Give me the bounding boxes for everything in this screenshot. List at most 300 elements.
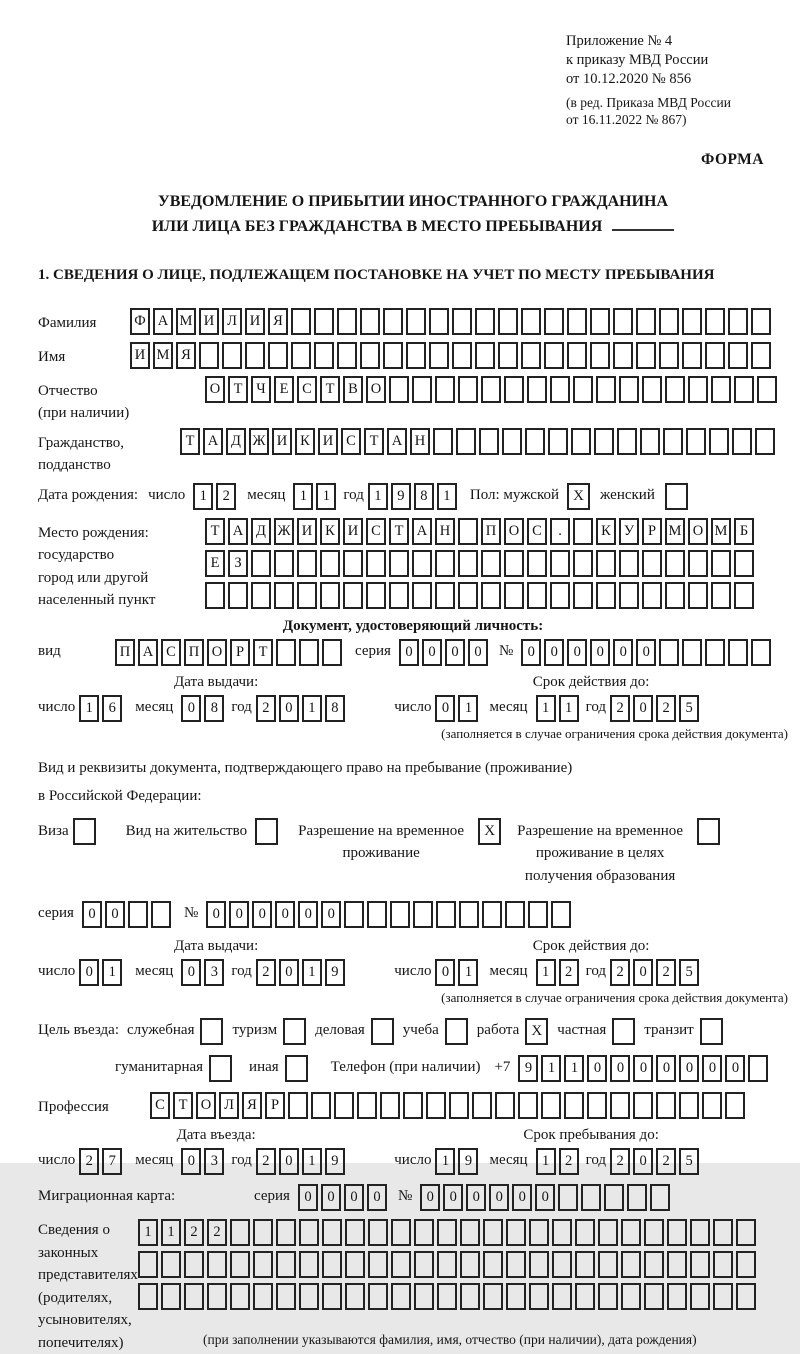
char-cell[interactable] xyxy=(297,550,317,577)
char-cell[interactable] xyxy=(426,1092,446,1119)
purpose-official-checkbox[interactable] xyxy=(200,1018,223,1045)
char-cell[interactable] xyxy=(383,342,403,369)
char-cell[interactable] xyxy=(644,1251,664,1278)
char-cell[interactable] xyxy=(725,1092,745,1119)
char-cell[interactable]: 0 xyxy=(181,695,201,722)
char-cell[interactable] xyxy=(711,550,731,577)
char-cell[interactable] xyxy=(598,1251,618,1278)
char-cell[interactable] xyxy=(458,518,478,545)
char-cell[interactable] xyxy=(435,376,455,403)
char-cell[interactable] xyxy=(504,550,524,577)
char-cell[interactable]: 2 xyxy=(207,1219,227,1246)
char-cell[interactable] xyxy=(667,1283,687,1310)
char-cell[interactable] xyxy=(650,1184,670,1211)
char-cell[interactable] xyxy=(184,1251,204,1278)
char-cell[interactable] xyxy=(460,1219,480,1246)
char-cell[interactable] xyxy=(274,550,294,577)
char-cell[interactable] xyxy=(299,639,319,666)
char-cell[interactable] xyxy=(521,308,541,335)
char-cell[interactable] xyxy=(458,550,478,577)
purpose-private-checkbox[interactable] xyxy=(612,1018,635,1045)
char-cell[interactable]: 2 xyxy=(256,1148,276,1175)
char-cell[interactable]: 9 xyxy=(325,959,345,986)
char-cell[interactable]: 0 xyxy=(613,639,633,666)
char-cell[interactable] xyxy=(567,342,587,369)
char-cell[interactable] xyxy=(644,1283,664,1310)
char-cell[interactable] xyxy=(253,1283,273,1310)
char-cell[interactable] xyxy=(736,1283,756,1310)
char-cell[interactable]: 9 xyxy=(325,1148,345,1175)
char-cell[interactable] xyxy=(337,342,357,369)
char-cell[interactable] xyxy=(713,1219,733,1246)
char-cell[interactable] xyxy=(596,550,616,577)
char-cell[interactable]: 0 xyxy=(321,901,341,928)
char-cell[interactable] xyxy=(406,342,426,369)
char-cell[interactable] xyxy=(253,1219,273,1246)
char-cell[interactable]: 2 xyxy=(184,1219,204,1246)
char-cell[interactable] xyxy=(728,342,748,369)
char-cell[interactable] xyxy=(276,1219,296,1246)
char-cell[interactable]: Ч xyxy=(251,376,271,403)
char-cell[interactable] xyxy=(552,1283,572,1310)
char-cell[interactable] xyxy=(506,1283,526,1310)
char-cell[interactable] xyxy=(320,550,340,577)
char-cell[interactable] xyxy=(475,342,495,369)
purpose-study-checkbox[interactable] xyxy=(445,1018,468,1045)
char-cell[interactable]: 6 xyxy=(102,695,122,722)
char-cell[interactable] xyxy=(288,1092,308,1119)
char-cell[interactable] xyxy=(751,639,771,666)
char-cell[interactable]: Я xyxy=(268,308,288,335)
char-cell[interactable]: М xyxy=(176,308,196,335)
char-cell[interactable] xyxy=(230,1251,250,1278)
char-cell[interactable] xyxy=(751,342,771,369)
char-cell[interactable] xyxy=(481,582,501,609)
char-cell[interactable] xyxy=(665,376,685,403)
char-cell[interactable]: 0 xyxy=(466,1184,486,1211)
char-cell[interactable] xyxy=(659,308,679,335)
char-cell[interactable] xyxy=(458,582,478,609)
char-cell[interactable] xyxy=(345,1283,365,1310)
char-cell[interactable] xyxy=(199,342,219,369)
char-cell[interactable] xyxy=(755,428,775,455)
char-cell[interactable] xyxy=(322,1251,342,1278)
char-cell[interactable]: 1 xyxy=(458,695,478,722)
char-cell[interactable] xyxy=(161,1283,181,1310)
char-cell[interactable] xyxy=(688,550,708,577)
char-cell[interactable]: 1 xyxy=(437,483,457,510)
char-cell[interactable]: С xyxy=(527,518,547,545)
char-cell[interactable]: 0 xyxy=(445,639,465,666)
char-cell[interactable]: 9 xyxy=(391,483,411,510)
char-cell[interactable] xyxy=(128,901,148,928)
char-cell[interactable] xyxy=(276,1251,296,1278)
char-cell[interactable] xyxy=(529,1251,549,1278)
char-cell[interactable] xyxy=(527,582,547,609)
char-cell[interactable] xyxy=(230,1283,250,1310)
char-cell[interactable] xyxy=(311,1092,331,1119)
char-cell[interactable]: З xyxy=(228,550,248,577)
char-cell[interactable] xyxy=(575,1283,595,1310)
char-cell[interactable] xyxy=(334,1092,354,1119)
char-cell[interactable] xyxy=(251,550,271,577)
char-cell[interactable]: 0 xyxy=(535,1184,555,1211)
char-cell[interactable] xyxy=(343,550,363,577)
char-cell[interactable]: 2 xyxy=(559,959,579,986)
char-cell[interactable] xyxy=(686,428,706,455)
char-cell[interactable] xyxy=(642,376,662,403)
char-cell[interactable]: 1 xyxy=(435,1148,455,1175)
char-cell[interactable]: 0 xyxy=(206,901,226,928)
char-cell[interactable] xyxy=(575,1251,595,1278)
char-cell[interactable] xyxy=(544,308,564,335)
char-cell[interactable] xyxy=(527,376,547,403)
char-cell[interactable]: М xyxy=(665,518,685,545)
char-cell[interactable] xyxy=(610,1092,630,1119)
char-cell[interactable]: 1 xyxy=(302,1148,322,1175)
char-cell[interactable]: 1 xyxy=(458,959,478,986)
char-cell[interactable] xyxy=(360,342,380,369)
char-cell[interactable]: 2 xyxy=(216,483,236,510)
char-cell[interactable] xyxy=(711,376,731,403)
char-cell[interactable]: Т xyxy=(364,428,384,455)
char-cell[interactable] xyxy=(690,1283,710,1310)
char-cell[interactable]: 0 xyxy=(610,1055,630,1082)
char-cell[interactable] xyxy=(456,428,476,455)
char-cell[interactable] xyxy=(483,1283,503,1310)
char-cell[interactable]: 0 xyxy=(399,639,419,666)
char-cell[interactable]: 0 xyxy=(275,901,295,928)
char-cell[interactable]: 8 xyxy=(325,695,345,722)
purpose-tourism-checkbox[interactable] xyxy=(283,1018,306,1045)
char-cell[interactable]: 0 xyxy=(279,1148,299,1175)
char-cell[interactable] xyxy=(452,308,472,335)
char-cell[interactable] xyxy=(368,1283,388,1310)
char-cell[interactable]: 5 xyxy=(679,695,699,722)
char-cell[interactable] xyxy=(322,639,342,666)
char-cell[interactable]: В xyxy=(343,376,363,403)
char-cell[interactable]: О xyxy=(366,376,386,403)
char-cell[interactable] xyxy=(604,1184,624,1211)
char-cell[interactable]: 1 xyxy=(138,1219,158,1246)
char-cell[interactable]: 8 xyxy=(414,483,434,510)
char-cell[interactable] xyxy=(314,308,334,335)
char-cell[interactable]: 0 xyxy=(489,1184,509,1211)
char-cell[interactable] xyxy=(498,342,518,369)
char-cell[interactable]: 0 xyxy=(636,639,656,666)
char-cell[interactable] xyxy=(297,582,317,609)
char-cell[interactable]: У xyxy=(619,518,639,545)
char-cell[interactable] xyxy=(412,376,432,403)
char-cell[interactable] xyxy=(621,1283,641,1310)
purpose-work-checkbox[interactable]: X xyxy=(525,1018,548,1045)
char-cell[interactable]: 0 xyxy=(321,1184,341,1211)
char-cell[interactable]: П xyxy=(184,639,204,666)
char-cell[interactable] xyxy=(299,1251,319,1278)
char-cell[interactable] xyxy=(590,308,610,335)
char-cell[interactable] xyxy=(571,428,591,455)
char-cell[interactable]: 0 xyxy=(702,1055,722,1082)
char-cell[interactable] xyxy=(483,1219,503,1246)
char-cell[interactable] xyxy=(299,1219,319,1246)
char-cell[interactable]: А xyxy=(228,518,248,545)
char-cell[interactable]: 0 xyxy=(435,695,455,722)
char-cell[interactable]: 2 xyxy=(610,1148,630,1175)
char-cell[interactable]: 9 xyxy=(518,1055,538,1082)
char-cell[interactable]: А xyxy=(203,428,223,455)
char-cell[interactable] xyxy=(567,308,587,335)
char-cell[interactable]: П xyxy=(481,518,501,545)
char-cell[interactable] xyxy=(276,639,296,666)
char-cell[interactable] xyxy=(594,428,614,455)
char-cell[interactable] xyxy=(320,582,340,609)
char-cell[interactable]: 2 xyxy=(656,695,676,722)
char-cell[interactable]: А xyxy=(153,308,173,335)
char-cell[interactable]: И xyxy=(318,428,338,455)
char-cell[interactable] xyxy=(573,518,593,545)
char-cell[interactable] xyxy=(245,342,265,369)
char-cell[interactable]: Н xyxy=(435,518,455,545)
char-cell[interactable]: 2 xyxy=(610,695,630,722)
char-cell[interactable] xyxy=(709,428,729,455)
char-cell[interactable]: 0 xyxy=(422,639,442,666)
gender-male-checkbox[interactable]: X xyxy=(567,483,590,510)
char-cell[interactable] xyxy=(552,1219,572,1246)
char-cell[interactable]: 1 xyxy=(536,1148,556,1175)
residence-permit-checkbox[interactable] xyxy=(255,818,278,845)
char-cell[interactable]: 1 xyxy=(302,695,322,722)
char-cell[interactable] xyxy=(459,901,479,928)
char-cell[interactable]: 2 xyxy=(559,1148,579,1175)
char-cell[interactable]: Ф xyxy=(130,308,150,335)
char-cell[interactable] xyxy=(548,428,568,455)
char-cell[interactable]: Н xyxy=(410,428,430,455)
char-cell[interactable] xyxy=(414,1283,434,1310)
char-cell[interactable] xyxy=(433,428,453,455)
char-cell[interactable]: 5 xyxy=(679,1148,699,1175)
char-cell[interactable] xyxy=(751,308,771,335)
char-cell[interactable] xyxy=(345,1219,365,1246)
char-cell[interactable] xyxy=(667,1219,687,1246)
char-cell[interactable]: Р xyxy=(265,1092,285,1119)
char-cell[interactable] xyxy=(529,1219,549,1246)
char-cell[interactable] xyxy=(529,1283,549,1310)
char-cell[interactable]: 2 xyxy=(656,1148,676,1175)
edu-residence-permit-checkbox[interactable] xyxy=(697,818,720,845)
char-cell[interactable] xyxy=(659,639,679,666)
char-cell[interactable] xyxy=(558,1184,578,1211)
char-cell[interactable] xyxy=(705,308,725,335)
char-cell[interactable] xyxy=(391,1251,411,1278)
char-cell[interactable]: 0 xyxy=(633,959,653,986)
char-cell[interactable]: 0 xyxy=(298,901,318,928)
char-cell[interactable]: Е xyxy=(274,376,294,403)
char-cell[interactable]: 0 xyxy=(521,639,541,666)
char-cell[interactable]: 0 xyxy=(725,1055,745,1082)
char-cell[interactable]: 2 xyxy=(256,959,276,986)
char-cell[interactable] xyxy=(550,582,570,609)
char-cell[interactable]: Т xyxy=(320,376,340,403)
char-cell[interactable] xyxy=(291,342,311,369)
char-cell[interactable] xyxy=(748,1055,768,1082)
char-cell[interactable]: Ж xyxy=(274,518,294,545)
char-cell[interactable] xyxy=(389,376,409,403)
char-cell[interactable] xyxy=(736,1219,756,1246)
char-cell[interactable] xyxy=(228,582,248,609)
char-cell[interactable] xyxy=(207,1251,227,1278)
char-cell[interactable] xyxy=(659,342,679,369)
char-cell[interactable] xyxy=(734,376,754,403)
char-cell[interactable] xyxy=(357,1092,377,1119)
char-cell[interactable] xyxy=(551,901,571,928)
char-cell[interactable]: Я xyxy=(176,342,196,369)
char-cell[interactable]: Д xyxy=(226,428,246,455)
char-cell[interactable] xyxy=(452,342,472,369)
char-cell[interactable]: 1 xyxy=(293,483,313,510)
char-cell[interactable] xyxy=(619,376,639,403)
temp-residence-permit-checkbox[interactable]: X xyxy=(478,818,501,845)
char-cell[interactable] xyxy=(337,308,357,335)
char-cell[interactable] xyxy=(495,1092,515,1119)
char-cell[interactable] xyxy=(483,1251,503,1278)
char-cell[interactable]: 1 xyxy=(536,695,556,722)
char-cell[interactable] xyxy=(390,901,410,928)
char-cell[interactable] xyxy=(598,1283,618,1310)
char-cell[interactable] xyxy=(587,1092,607,1119)
char-cell[interactable] xyxy=(575,1219,595,1246)
char-cell[interactable] xyxy=(138,1283,158,1310)
char-cell[interactable] xyxy=(596,376,616,403)
char-cell[interactable]: Р xyxy=(642,518,662,545)
char-cell[interactable] xyxy=(564,1092,584,1119)
char-cell[interactable] xyxy=(498,308,518,335)
char-cell[interactable] xyxy=(506,1251,526,1278)
char-cell[interactable]: Т xyxy=(180,428,200,455)
char-cell[interactable]: О xyxy=(196,1092,216,1119)
gender-female-checkbox[interactable] xyxy=(665,483,688,510)
char-cell[interactable] xyxy=(619,550,639,577)
char-cell[interactable] xyxy=(504,582,524,609)
char-cell[interactable] xyxy=(596,582,616,609)
char-cell[interactable]: 0 xyxy=(656,1055,676,1082)
char-cell[interactable] xyxy=(590,342,610,369)
char-cell[interactable]: П xyxy=(115,639,135,666)
char-cell[interactable]: Л xyxy=(222,308,242,335)
char-cell[interactable]: 2 xyxy=(79,1148,99,1175)
char-cell[interactable] xyxy=(437,1283,457,1310)
char-cell[interactable] xyxy=(435,550,455,577)
char-cell[interactable]: 1 xyxy=(316,483,336,510)
char-cell[interactable] xyxy=(151,901,171,928)
char-cell[interactable]: 1 xyxy=(302,959,322,986)
purpose-humanitarian-checkbox[interactable] xyxy=(209,1055,232,1082)
char-cell[interactable] xyxy=(621,1251,641,1278)
char-cell[interactable] xyxy=(518,1092,538,1119)
char-cell[interactable] xyxy=(184,1283,204,1310)
char-cell[interactable] xyxy=(414,1219,434,1246)
char-cell[interactable]: 2 xyxy=(610,959,630,986)
char-cell[interactable]: 1 xyxy=(541,1055,561,1082)
char-cell[interactable]: 0 xyxy=(587,1055,607,1082)
char-cell[interactable] xyxy=(621,1219,641,1246)
char-cell[interactable]: 5 xyxy=(679,959,699,986)
char-cell[interactable]: 0 xyxy=(633,1148,653,1175)
char-cell[interactable] xyxy=(573,582,593,609)
char-cell[interactable] xyxy=(711,582,731,609)
char-cell[interactable] xyxy=(613,308,633,335)
char-cell[interactable] xyxy=(274,582,294,609)
char-cell[interactable] xyxy=(705,342,725,369)
char-cell[interactable]: 0 xyxy=(252,901,272,928)
char-cell[interactable] xyxy=(527,550,547,577)
char-cell[interactable] xyxy=(502,428,522,455)
char-cell[interactable] xyxy=(322,1219,342,1246)
char-cell[interactable]: Р xyxy=(230,639,250,666)
char-cell[interactable]: И xyxy=(199,308,219,335)
char-cell[interactable] xyxy=(644,1219,664,1246)
char-cell[interactable] xyxy=(736,1251,756,1278)
char-cell[interactable]: 2 xyxy=(256,695,276,722)
char-cell[interactable] xyxy=(161,1251,181,1278)
char-cell[interactable]: 0 xyxy=(105,901,125,928)
char-cell[interactable] xyxy=(460,1251,480,1278)
char-cell[interactable] xyxy=(552,1251,572,1278)
char-cell[interactable]: 1 xyxy=(102,959,122,986)
char-cell[interactable] xyxy=(627,1184,647,1211)
char-cell[interactable]: 2 xyxy=(656,959,676,986)
char-cell[interactable] xyxy=(713,1251,733,1278)
char-cell[interactable] xyxy=(366,550,386,577)
char-cell[interactable]: О xyxy=(205,376,225,403)
char-cell[interactable]: А xyxy=(412,518,432,545)
char-cell[interactable]: К xyxy=(596,518,616,545)
char-cell[interactable]: 0 xyxy=(82,901,102,928)
char-cell[interactable] xyxy=(437,1219,457,1246)
char-cell[interactable]: И xyxy=(343,518,363,545)
char-cell[interactable] xyxy=(617,428,637,455)
char-cell[interactable] xyxy=(412,582,432,609)
char-cell[interactable] xyxy=(528,901,548,928)
char-cell[interactable]: К xyxy=(295,428,315,455)
char-cell[interactable]: 1 xyxy=(564,1055,584,1082)
char-cell[interactable] xyxy=(525,428,545,455)
char-cell[interactable] xyxy=(343,582,363,609)
char-cell[interactable]: . xyxy=(550,518,570,545)
char-cell[interactable] xyxy=(367,901,387,928)
char-cell[interactable] xyxy=(598,1219,618,1246)
char-cell[interactable] xyxy=(667,1251,687,1278)
visa-checkbox[interactable] xyxy=(73,818,96,845)
char-cell[interactable]: Т xyxy=(173,1092,193,1119)
char-cell[interactable]: 0 xyxy=(443,1184,463,1211)
char-cell[interactable] xyxy=(389,550,409,577)
char-cell[interactable]: Ж xyxy=(249,428,269,455)
char-cell[interactable] xyxy=(230,1219,250,1246)
char-cell[interactable] xyxy=(728,308,748,335)
char-cell[interactable] xyxy=(550,376,570,403)
char-cell[interactable] xyxy=(505,901,525,928)
char-cell[interactable] xyxy=(640,428,660,455)
char-cell[interactable] xyxy=(636,308,656,335)
char-cell[interactable]: 1 xyxy=(161,1219,181,1246)
char-cell[interactable]: Е xyxy=(205,550,225,577)
char-cell[interactable]: О xyxy=(688,518,708,545)
char-cell[interactable] xyxy=(436,901,456,928)
char-cell[interactable]: С xyxy=(161,639,181,666)
char-cell[interactable] xyxy=(322,1283,342,1310)
char-cell[interactable]: 1 xyxy=(193,483,213,510)
char-cell[interactable] xyxy=(406,308,426,335)
